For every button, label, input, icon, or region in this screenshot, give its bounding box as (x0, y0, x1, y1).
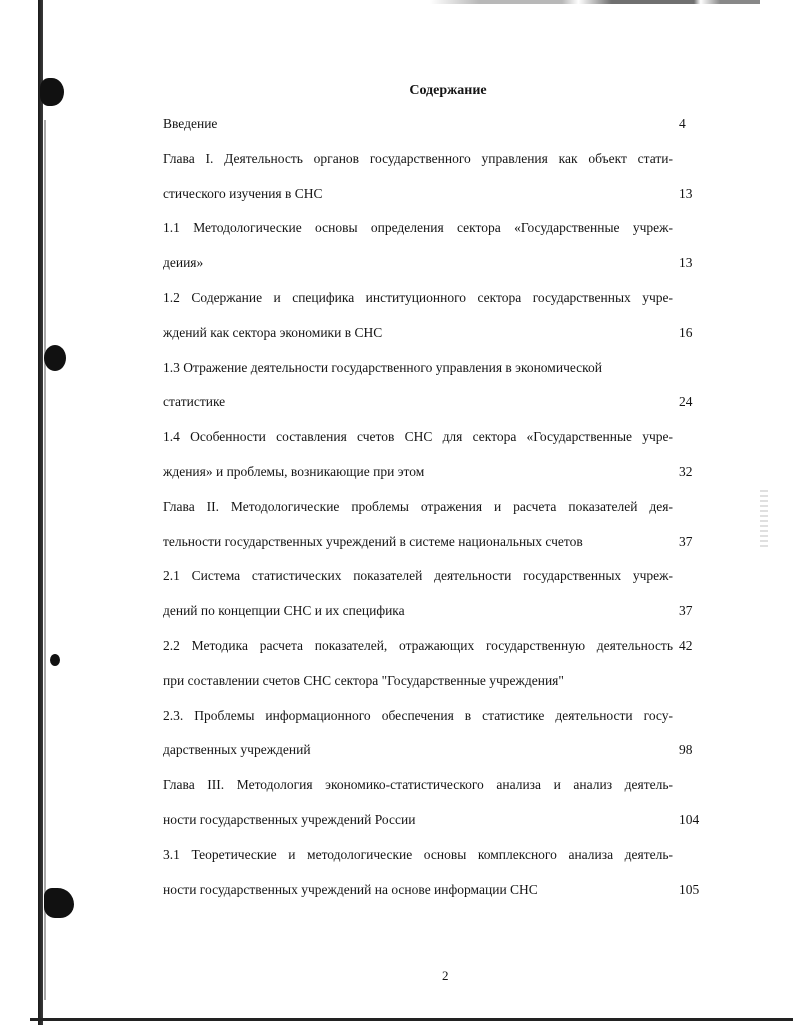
toc-entry-text: 1.4 Особенности составления счетов СНС для сектора «Государственные учре- (163, 429, 673, 445)
toc-entry-text: 1.3 Отражение деятельности государственного управления в экономической (163, 359, 603, 375)
toc-entry-page: 24 (679, 394, 693, 410)
toc-entry-page: 13 (679, 185, 693, 201)
toc-entry (163, 699, 719, 769)
toc-entry (163, 629, 719, 699)
toc-entry (163, 768, 719, 838)
toc-entry-page: 42 (679, 637, 693, 653)
table-of-contents (163, 107, 719, 907)
toc-entry-page: 13 (679, 255, 693, 271)
toc-entry (163, 559, 719, 629)
toc-title: Содержание (409, 83, 487, 98)
toc-entry-text: Глава III. Методология экономико-статистического анализа и анализ деятель- (163, 777, 673, 793)
toc-entry-text: Глава II. Методологические проблемы отражения и расчета показателей дея- (163, 498, 673, 514)
toc-entry-text: 2.1 Система статистических показателей деятельности государственных учреж- (163, 568, 673, 584)
toc-entry-page: 37 (679, 603, 693, 619)
toc-entry-text: Глава I. Деятельность органов государственного управления как объект стати- (163, 150, 673, 166)
punch-hole-mark (44, 345, 66, 371)
scan-top-artifact (430, 0, 760, 4)
scan-bottom-edge (30, 1018, 793, 1021)
toc-entry-page: 4 (679, 116, 686, 131)
toc-entry (163, 420, 719, 490)
toc-entry-text: ности государственных учреждений России (163, 811, 416, 827)
toc-entry-text: 2.3. Проблемы информационного обеспечения в статистике деятельности госу- (163, 707, 673, 723)
toc-entry (163, 838, 719, 908)
toc-entry (163, 107, 719, 142)
punch-hole-mark (50, 654, 60, 666)
toc-entry-text: ждений как сектора экономики в СНС (163, 324, 383, 340)
punch-hole-mark (44, 888, 74, 918)
toc-entry-text: 3.1 Теоретические и методологические основы комплексного анализа деятель- (163, 846, 673, 862)
toc-entry-page: 105 (679, 881, 700, 897)
toc-entry-text: ждения» и проблемы, возникающие при этом (163, 463, 425, 479)
scan-smudge (760, 490, 768, 550)
toc-entry-text: 1.1 Методологические основы определения сектора «Государственные учреж- (163, 220, 673, 236)
toc-entry (163, 142, 719, 212)
toc-entry (163, 351, 719, 421)
toc-entry-text: статистике (163, 394, 226, 410)
toc-entry-text: Введение (163, 116, 218, 131)
toc-entry-text: деиия» (163, 255, 204, 271)
toc-entry-text: ности государственных учреждений на основе информации СНС (163, 881, 538, 897)
toc-entry-page: 32 (679, 463, 693, 479)
toc-entry-text: 2.2 Методика расчета показателей, отражающих государственную деятельность (163, 637, 673, 653)
page-number: 2 (442, 968, 449, 983)
toc-entry-text: стического изучения в СНС (163, 185, 323, 201)
toc-entry-page: 98 (679, 742, 693, 758)
scan-binding-shadow (44, 120, 46, 1000)
scan-binding-edge (38, 0, 43, 1025)
toc-entry (163, 281, 719, 351)
toc-entry-page: 16 (679, 324, 693, 340)
toc-entry (163, 211, 719, 281)
toc-entry-text: тельности государственных учреждений в системе национальных счетов (163, 533, 583, 549)
toc-entry-text: 1.2 Содержание и специфика институционного сектора государственных учре- (163, 289, 673, 305)
toc-entry-text: дарственных учреждений (163, 742, 311, 758)
toc-entry-page: 104 (679, 811, 700, 827)
toc-entry-page: 37 (679, 533, 693, 549)
toc-entry (163, 490, 719, 560)
toc-entry-text: дений по концепции СНС и их специфика (163, 603, 405, 619)
toc-entry-text: при составлении счетов СНС сектора "Государственные учреждения" (163, 672, 564, 688)
